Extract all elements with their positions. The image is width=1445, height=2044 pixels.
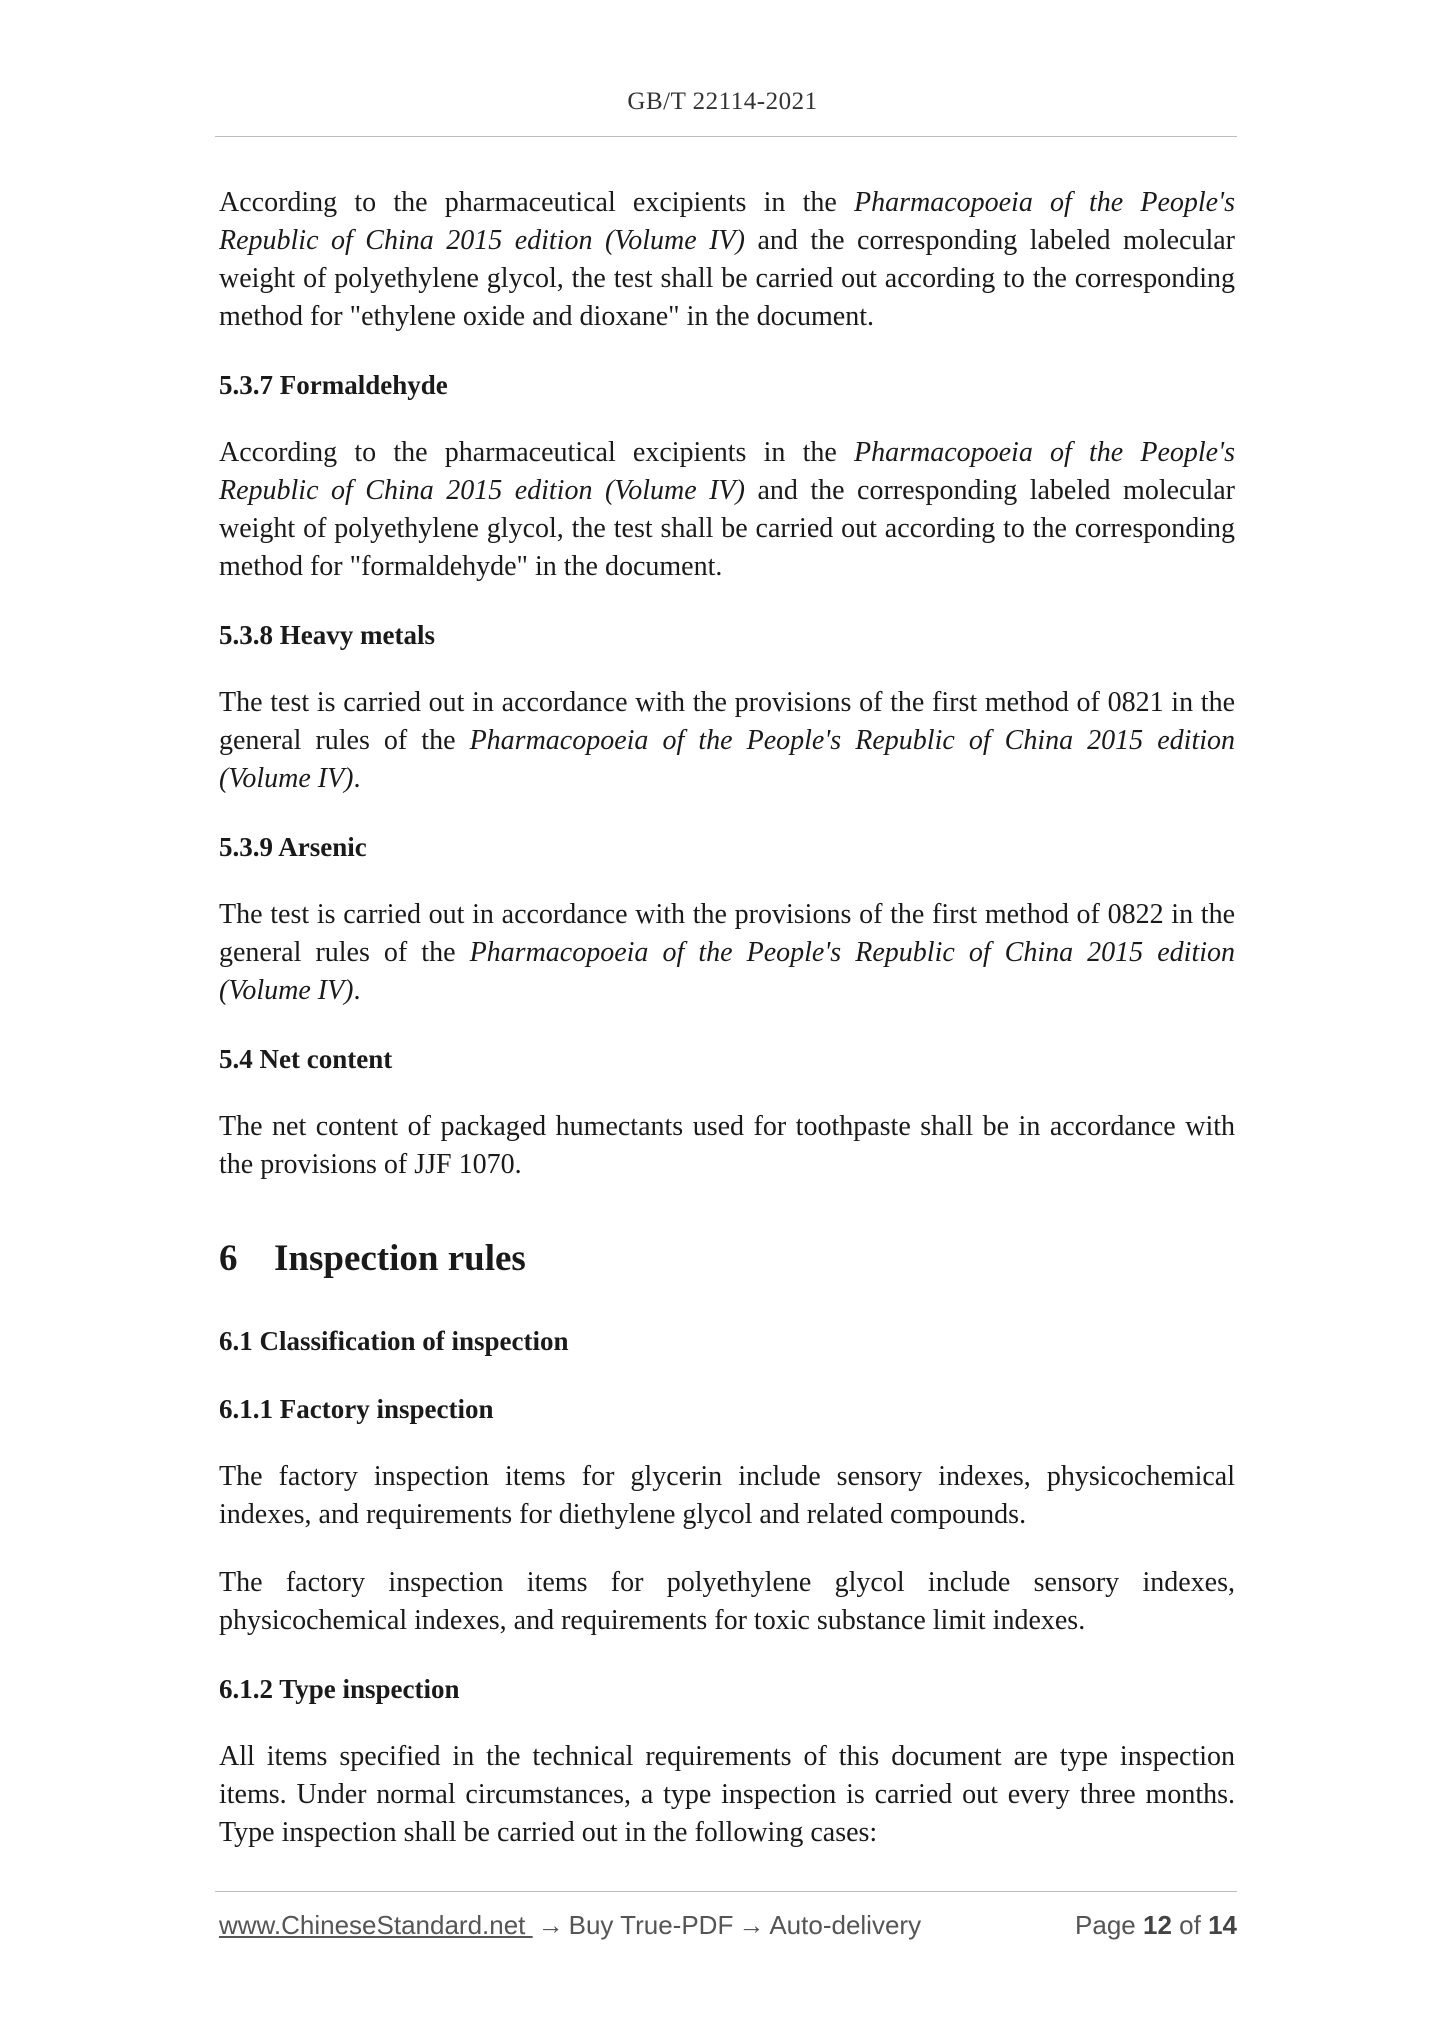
citation-title: Pharmacopoeia of the People's Republic of China 2015 edition (Volume IV) — [219, 187, 1235, 256]
paragraph: According to the pharmaceutical excipients in the Pharmacopoeia of the People's Republic of China 2015 edition (Volume IV) and the corresponding labeled molecular weight of polyethylene glycol, the test shall be carried out according to the corresponding method for "formaldehyde" in the document. — [219, 437, 1235, 582]
delivery-text: Auto-delivery — [769, 1910, 922, 1940]
page-indicator: Page 12 of 14 — [1075, 1910, 1237, 1940]
paragraph: The factory inspection items for glycerin include sensory indexes, physicochemical indexes, and requirements for diethylene glycol and related compounds. — [219, 1461, 1235, 1530]
document-id-header: GB/T 22114-2021 — [627, 88, 818, 115]
paragraph: The test is carried out in accordance with the provisions of the first method of 0821 in the general rules of the Pharmacopoeia of the People's Republic of China 2015 edition (Volume IV). — [219, 687, 1235, 794]
buy-pdf-text: Buy True-PDF — [568, 1910, 734, 1940]
citation-title: Pharmacopoeia of the People's Republic of China 2015 edition (Volume IV) — [219, 725, 1235, 794]
section-number: 6 — [219, 1238, 238, 1279]
total-pages: 14 — [1208, 1910, 1237, 1940]
paragraph: The factory inspection items for polyethylene glycol include sensory indexes, physicochemical indexes, and requirements for toxic substance limit indexes. — [219, 1567, 1235, 1636]
site-link[interactable]: www.ChineseStandard.net — [219, 1910, 533, 1940]
page-footer — [219, 1910, 1237, 1946]
paragraph: According to the pharmaceutical excipients in the Pharmacopoeia of the People's Republic of China 2015 edition (Volume IV) and the corresponding labeled molecular weight of polyethylene glycol, the test shall be carried out according to the corresponding method for "ethylene oxide and dioxane" in the document. — [219, 187, 1235, 332]
paragraph: The test is carried out in accordance with the provisions of the first method of 0822 in the general rules of the Pharmacopoeia of the People's Republic of China 2015 edition (Volume IV). — [219, 899, 1235, 1006]
citation-title: Pharmacopoeia of the People's Republic of China 2015 edition (Volume IV) — [219, 937, 1235, 1006]
current-page-number: 12 — [1143, 1910, 1172, 1940]
section-title: Inspection rules — [274, 1238, 526, 1279]
header-divider — [215, 136, 1237, 137]
page-content — [219, 184, 1235, 1882]
heading-6-1-1: 6.1.1 Factory inspection — [219, 1394, 494, 1424]
arrow-right-icon: → — [738, 1910, 765, 1940]
section-6-heading — [219, 1236, 1235, 1282]
citation-title: Pharmacopoeia of the People's Republic of China 2015 edition (Volume IV) — [219, 437, 1235, 506]
footer-promo — [219, 1910, 921, 1941]
heading-6-1: 6.1 Classification of inspection — [219, 1326, 569, 1356]
arrow-right-icon: → — [537, 1910, 564, 1940]
heading-5-3-7: 5.3.7 Formaldehyde — [219, 370, 448, 400]
heading-5-3-8: 5.3.8 Heavy metals — [219, 620, 435, 650]
paragraph: All items specified in the technical requirements of this document are type inspection items. Under normal circumstances, a type inspection is carried out every three months. Type inspection shall be carried out in the following cases: — [219, 1741, 1235, 1848]
heading-5-3-9: 5.3.9 Arsenic — [219, 832, 367, 862]
heading-5-4: 5.4 Net content — [219, 1044, 393, 1074]
heading-6-1-2: 6.1.2 Type inspection — [219, 1674, 460, 1704]
footer-divider — [215, 1891, 1237, 1892]
paragraph: The net content of packaged humectants used for toothpaste shall be in accordance with the provisions of JJF 1070. — [219, 1111, 1235, 1180]
